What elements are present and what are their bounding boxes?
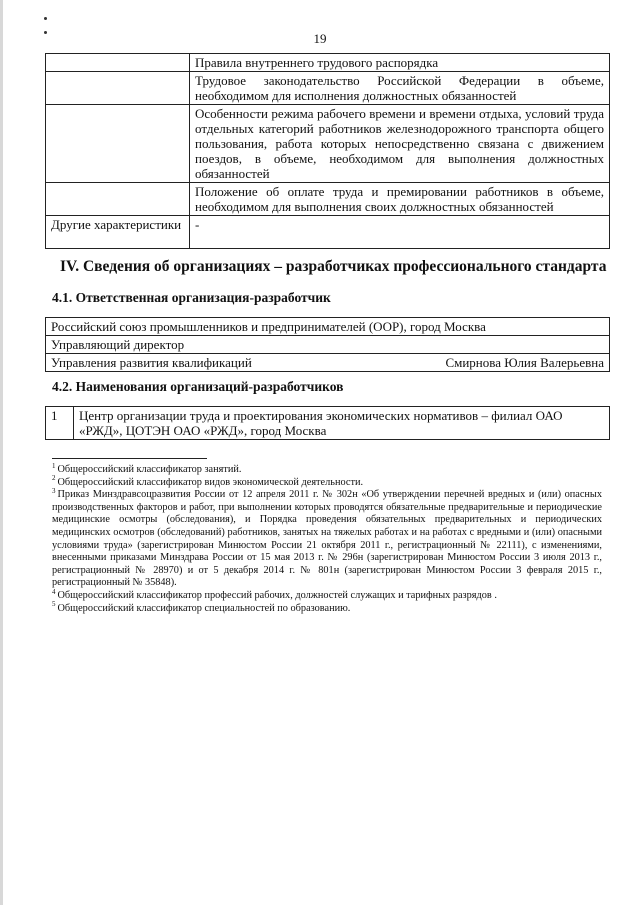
- footnote-mark: 1: [52, 461, 56, 470]
- table-cell-label: [46, 105, 190, 183]
- footnote-divider: [52, 458, 207, 459]
- footnotes: [52, 461, 602, 615]
- org-name: Российский союз промышленников и предпринимателей (ООР), город Москва: [46, 318, 610, 336]
- developer-org-number: 1: [46, 407, 74, 440]
- footnote-text: Общероссийский классификатор профессий рабочих, должностей служащих и тарифных разрядов .: [57, 589, 497, 601]
- developer-orgs-table: [45, 406, 610, 440]
- table-row: [46, 407, 610, 440]
- footnote-text: Общероссийский классификатор занятий.: [57, 464, 242, 475]
- other-characteristics-value: -: [190, 216, 610, 249]
- signatory-department: Управления развития квалификаций: [51, 355, 252, 370]
- table-cell-label: [46, 183, 190, 216]
- footnote-mark: 4: [52, 587, 56, 596]
- footnote-mark: 2: [52, 474, 56, 483]
- table-row: [46, 54, 610, 72]
- developer-org-name: Центр организации труда и проектирования экономических нормативов – филиал ОАО «РЖД», ЦОТЭН ОАО «РЖД», город Москва: [74, 407, 610, 440]
- table-cell-label: [46, 72, 190, 105]
- responsible-org-heading: 4.1. Ответственная организация-разработчик: [52, 290, 331, 305]
- other-characteristics-label: Другие характеристики: [46, 216, 190, 249]
- signatory-row: [46, 354, 610, 372]
- scan-dot: [44, 17, 47, 20]
- developer-orgs-heading: 4.2. Наименования организаций-разработчиков: [52, 379, 344, 394]
- footnote: [52, 474, 602, 490]
- footnote-text: Общероссийский классификатор специальностей по образованию.: [57, 602, 351, 614]
- footnote-mark: 5: [52, 600, 56, 609]
- signatory-position: Управляющий директор: [46, 336, 610, 354]
- footnote: [52, 486, 602, 590]
- table-cell: Положение об оплате труда и премировании работников в объеме, необходимом для выполнения своих должностных обязанностей: [190, 183, 610, 216]
- footnote: [52, 461, 602, 477]
- footnote: [52, 600, 602, 616]
- responsible-org-table: [45, 317, 610, 372]
- footnote-text: Приказ Минздравсоцразвития России от 12 апреля 2011 г. № 302н «Об утверждении перечней вредных и (или) опасных производственных факторов и работ, при выполнении которых проводятся обязательные предварительные и периодические медицинские осмотры (обследования), и Порядка проведения обязательных предварительных и периодических медицинских осмотров (обследований) работников, занятых на тяжелых работах и на работах с вредными и (или) опасными условиями труда» (зарегистрирован Минюстом России 21 октября 2011 г., регистрационный № 22111), с изменениями, внесенными приказами Минздрава России от 15 мая 2013 г. № 296н (зарегистрирован Минюстом России 3 июля 2013 г., регистрационный № 28970) и от 5 декабря 2014 г. № 801н (зарегистрирован Минюстом России 3 февраля 2015 г., регистрационный № 35848).: [52, 489, 602, 589]
- footnote: [52, 587, 602, 603]
- table-cell: Трудовое законодательство Российской Федерации в объеме, необходимом для исполнения должностных обязанностей: [190, 72, 610, 105]
- footnote-text: Общероссийский классификатор видов экономической деятельности.: [57, 476, 364, 488]
- table-row: [46, 354, 610, 372]
- table-row: [46, 183, 610, 216]
- section-title: IV. Сведения об организациях – разработчиках профессионального стандарта: [60, 258, 607, 275]
- table-cell: Особенности режима рабочего времени и времени отдыха, условий труда отдельных категорий работников железнодорожного транспорта общего пользования, работа которых непосредственно связана с движением поездов, в объеме, необходимом для выполнения должностных обязанностей: [190, 105, 610, 183]
- footnote-mark: 3: [52, 486, 56, 495]
- table-cell-label: [46, 54, 190, 72]
- table-row: [46, 216, 610, 249]
- table-cell: Правила внутреннего трудового распорядка: [190, 54, 610, 72]
- qualification-table: [45, 53, 610, 249]
- table-row: [46, 105, 610, 183]
- table-row: [46, 72, 610, 105]
- table-row: [46, 318, 610, 336]
- table-row: [46, 336, 610, 354]
- page-number: 19: [313, 31, 327, 46]
- scan-edge: [0, 0, 3, 905]
- signatory-person: Смирнова Юлия Валерьевна: [445, 355, 604, 370]
